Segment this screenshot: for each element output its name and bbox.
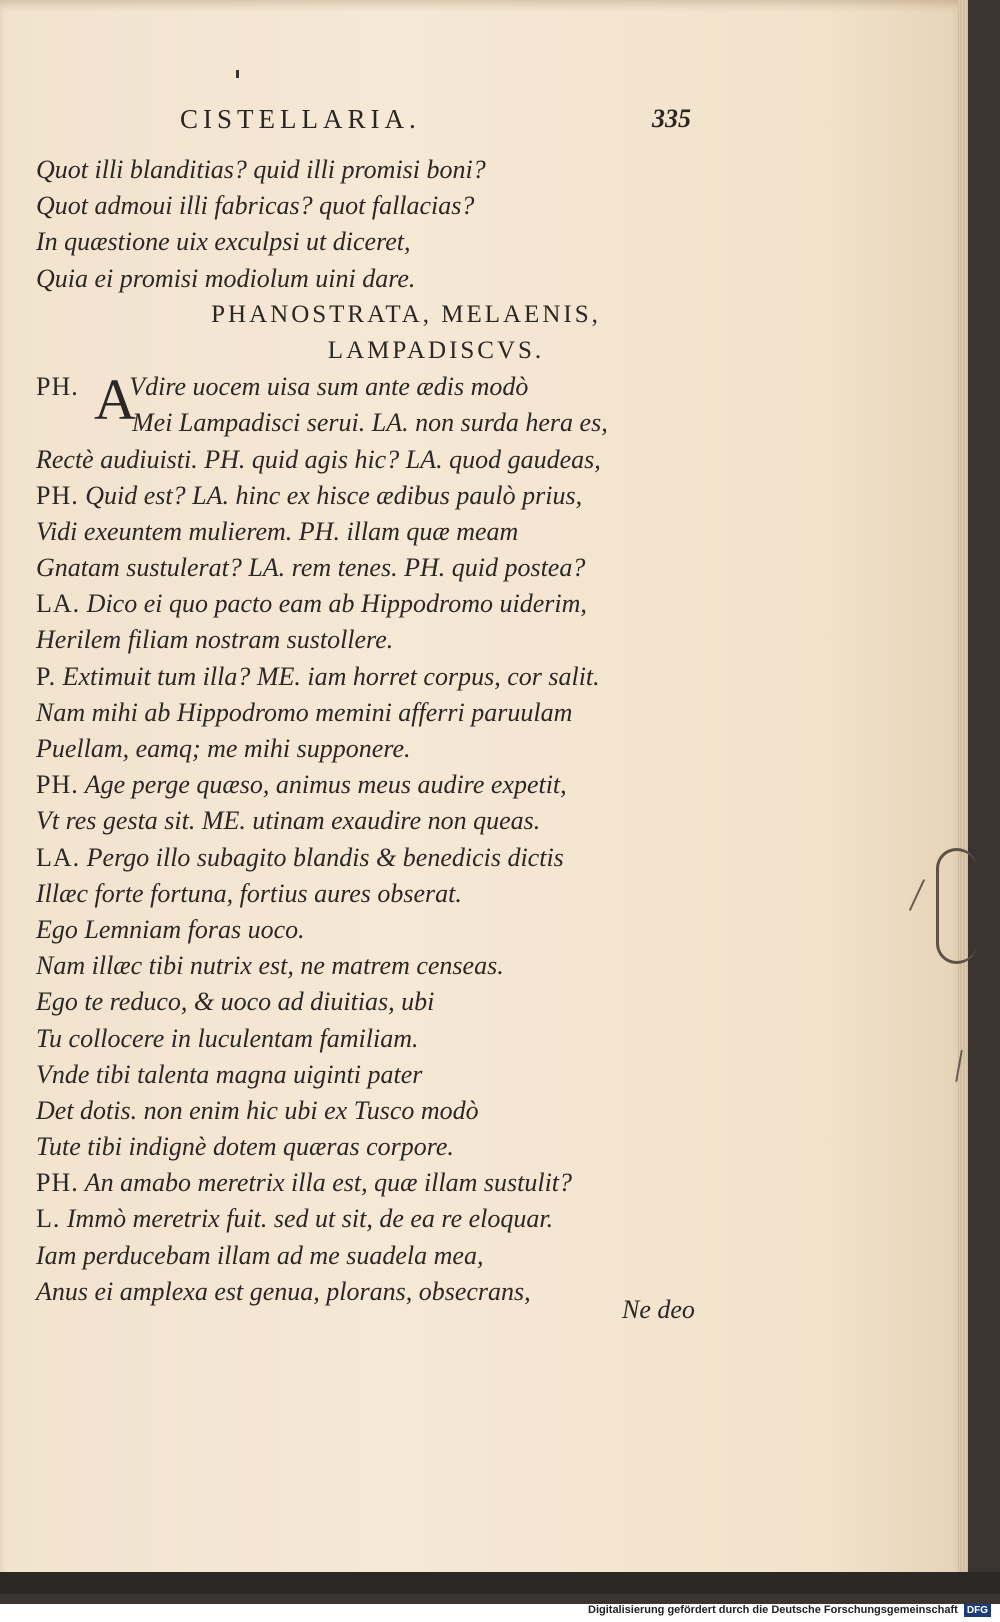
speaker-label: PH. [36,372,79,402]
line-text: Extimuit tum illa? ME. iam horret corpus, cor salit. [62,661,600,691]
page-number: 335 [652,104,691,133]
line-text: Nam illæc tibi nutrix est, ne matrem censeas. [36,951,504,981]
dialogue-line [36,1057,716,1093]
drop-cap: A [94,367,136,433]
dialogue-line [36,405,716,441]
dialogue-line [36,912,716,948]
line-text: Pergo illo subagito blandis & benedicis dictis [86,842,564,872]
line-text: Iam perducebam illam ad me suadela mea, [36,1240,484,1270]
dialogue-line [36,550,716,586]
line-text: An amabo meretrix illa est, quæ illam sustulit? [84,1168,573,1198]
line-text: Quid est? LA. hinc ex hisce ædibus paulò prius, [85,480,583,510]
dialogue-line [36,478,716,514]
dialogue-line [36,1165,716,1201]
line-text: Vdire uocem uisa sum ante ædis modò [129,372,529,402]
line-text: Immò meretrix fuit. sed ut sit, de ea re eloquar. [66,1204,554,1234]
text-line [36,224,716,260]
dialogue [36,369,716,1310]
dialogue-line [36,840,716,876]
text-block [36,152,716,1310]
line-text: Gnatam sustulerat? LA. rem tenes. PH. quid postea? [36,553,586,583]
line-text: Ego te reduco, & uoco ad diuitias, ubi [36,987,435,1017]
line-text: Tute tibi indignè dotem quæras corpore. [36,1132,454,1162]
dialogue-line [36,984,716,1020]
speaker-label: L. [36,1204,61,1234]
dialogue-line [36,622,716,658]
dialogue-line [36,1274,716,1310]
line-text: Det dotis. non enim hic ubi ex Tusco modò [36,1095,479,1125]
scene-heading: LAMPADISCVS. [327,336,545,364]
speaker-label: LA. [36,842,81,872]
dialogue-line [36,767,716,803]
text-line [36,188,716,224]
text-line [36,261,716,297]
dialogue-line [36,369,716,405]
line-text: Quia ei promisi modiolum uini dare. [36,263,416,293]
line-text: Rectè audiuisti. PH. quid agis hic? LA. quod gaudeas, [36,444,601,474]
dialogue-line [36,659,716,695]
dialogue-line [36,695,716,731]
dfg-logo: DFG [964,1604,991,1617]
catchword: Ne deo [622,1295,695,1324]
scan-border [0,1572,1000,1594]
paper-clip-mark [936,848,977,964]
line-text: Quot illi blanditias? quid illi promisi boni? [36,155,486,184]
dialogue-line [36,803,716,839]
speaker-label: P. [36,661,57,691]
line-text: Vnde tibi talenta magna uiginti pater [36,1059,423,1089]
dialogue-line [36,731,716,767]
line-text: Quot admoui illi fabricas? quot fallacias? [36,191,475,221]
dialogue-line [36,948,716,984]
scene-heading: PHANOSTRATA, MELAENIS, [211,300,601,328]
line-text: Herilem filiam nostram sustollere. [36,625,394,655]
dialogue-line [36,1093,716,1129]
line-text: Puellam, eamq; me mihi supponere. [36,734,411,763]
credit-text: Digitalisierung gefördert durch die Deutsche Forschungsgemeinschaft [588,1604,958,1616]
ink-mark [236,70,239,78]
page-edge [958,0,968,1586]
dialogue-line [36,876,716,912]
dialogue-line [36,1021,716,1057]
line-text: Illæc forte fortuna, fortius aures obserat. [36,878,462,908]
line-text: Dico ei quo pacto eam ab Hippodromo uiderim, [86,589,587,619]
text-line [36,152,716,188]
line-text: Vt res gesta sit. ME. utinam exaudire non queas. [36,806,541,836]
line-text: Ego Lemniam foras uoco. [36,914,305,944]
line-text: Mei Lampadisci serui. LA. non surda hera es, [132,408,608,438]
line-text: Tu collocere in luculentam familiam. [36,1023,419,1053]
speaker-label: LA. [36,589,81,619]
dialogue-line [36,1238,716,1274]
dialogue-line [36,586,716,622]
speaker-label: PH. [36,480,79,510]
dialogue-line [36,514,716,550]
dialogue-line [36,1129,716,1165]
dialogue-line [36,1201,716,1237]
line-text: Vidi exeuntem mulierem. PH. illam quæ meam [36,516,519,546]
speaker-label: PH. [36,1168,79,1198]
dialogue-line [36,442,716,478]
line-text: In quæstione uix exculpsi ut diceret, [36,227,411,257]
line-text: Anus ei amplexa est genua, plorans, obsecrans, [36,1276,531,1306]
digitization-credit [588,1604,991,1622]
page-header [0,104,958,144]
line-text: Age perge quæso, animus meus audire expetit, [84,770,567,800]
speaker-label: PH. [36,770,79,800]
running-title: CISTELLARIA. [180,104,421,134]
line-text: Nam mihi ab Hippodromo memini afferri paruulam [36,697,573,727]
